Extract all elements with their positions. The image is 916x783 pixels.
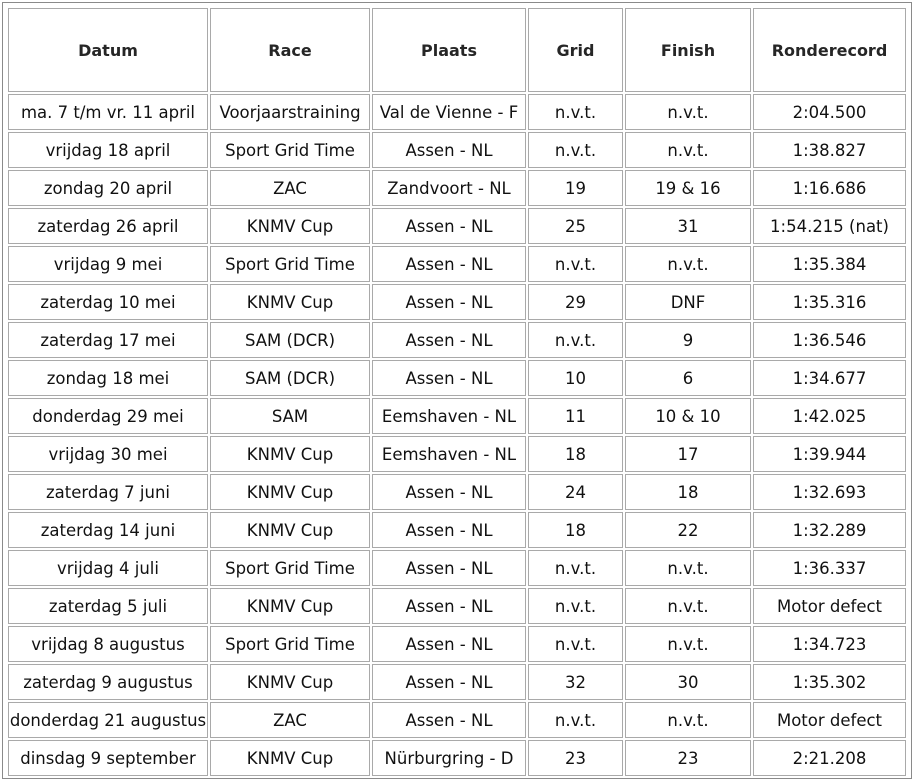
cell-ronderecord: 1:35.384 xyxy=(753,246,906,282)
cell-grid: n.v.t. xyxy=(528,550,623,586)
table-row xyxy=(8,284,906,320)
cell-ronderecord: 1:54.215 (nat) xyxy=(753,208,906,244)
cell-plaats: Eemshaven - NL xyxy=(372,436,526,472)
cell-finish: 17 xyxy=(625,436,751,472)
cell-ronderecord: 1:36.546 xyxy=(753,322,906,358)
cell-race: ZAC xyxy=(210,702,370,738)
cell-race: Sport Grid Time xyxy=(210,626,370,662)
cell-grid: 25 xyxy=(528,208,623,244)
cell-datum: zaterdag 14 juni xyxy=(8,512,208,548)
table-row xyxy=(8,436,906,472)
table-row xyxy=(8,170,906,206)
cell-ronderecord: 1:34.723 xyxy=(753,626,906,662)
table-row xyxy=(8,398,906,434)
cell-grid: 24 xyxy=(528,474,623,510)
cell-finish: 10 & 10 xyxy=(625,398,751,434)
cell-datum: vrijdag 9 mei xyxy=(8,246,208,282)
header-finish: Finish xyxy=(625,8,751,92)
cell-ronderecord: 2:04.500 xyxy=(753,94,906,130)
cell-datum: zaterdag 17 mei xyxy=(8,322,208,358)
cell-plaats: Assen - NL xyxy=(372,360,526,396)
header-grid: Grid xyxy=(528,8,623,92)
cell-race: SAM (DCR) xyxy=(210,360,370,396)
header-race: Race xyxy=(210,8,370,92)
cell-plaats: Assen - NL xyxy=(372,246,526,282)
table-row xyxy=(8,626,906,662)
table-row xyxy=(8,512,906,548)
cell-plaats: Assen - NL xyxy=(372,322,526,358)
cell-grid: 32 xyxy=(528,664,623,700)
table-row xyxy=(8,94,906,130)
cell-finish: n.v.t. xyxy=(625,588,751,624)
cell-datum: vrijdag 4 juli xyxy=(8,550,208,586)
cell-plaats: Val de Vienne - F xyxy=(372,94,526,130)
cell-plaats: Assen - NL xyxy=(372,588,526,624)
cell-grid: n.v.t. xyxy=(528,588,623,624)
cell-ronderecord: 1:35.316 xyxy=(753,284,906,320)
cell-ronderecord: Motor defect xyxy=(753,588,906,624)
cell-race: KNMV Cup xyxy=(210,664,370,700)
cell-race: KNMV Cup xyxy=(210,512,370,548)
cell-finish: 31 xyxy=(625,208,751,244)
cell-finish: n.v.t. xyxy=(625,550,751,586)
cell-race: KNMV Cup xyxy=(210,474,370,510)
cell-race: SAM xyxy=(210,398,370,434)
table-row xyxy=(8,208,906,244)
table-row xyxy=(8,664,906,700)
cell-race: Sport Grid Time xyxy=(210,246,370,282)
cell-ronderecord: 1:32.693 xyxy=(753,474,906,510)
cell-grid: 10 xyxy=(528,360,623,396)
cell-plaats: Nürburgring - D xyxy=(372,740,526,776)
cell-grid: 29 xyxy=(528,284,623,320)
cell-race: SAM (DCR) xyxy=(210,322,370,358)
cell-ronderecord: 1:32.289 xyxy=(753,512,906,548)
cell-plaats: Assen - NL xyxy=(372,664,526,700)
cell-plaats: Assen - NL xyxy=(372,702,526,738)
cell-datum: dinsdag 9 september xyxy=(8,740,208,776)
cell-ronderecord: 1:38.827 xyxy=(753,132,906,168)
cell-finish: n.v.t. xyxy=(625,132,751,168)
cell-plaats: Zandvoort - NL xyxy=(372,170,526,206)
cell-race: KNMV Cup xyxy=(210,588,370,624)
table-body xyxy=(8,94,906,776)
cell-grid: n.v.t. xyxy=(528,94,623,130)
cell-datum: donderdag 29 mei xyxy=(8,398,208,434)
table-row xyxy=(8,702,906,738)
table-row xyxy=(8,246,906,282)
header-plaats: Plaats xyxy=(372,8,526,92)
cell-finish: 19 & 16 xyxy=(625,170,751,206)
cell-datum: zaterdag 10 mei xyxy=(8,284,208,320)
table-row xyxy=(8,322,906,358)
cell-datum: zaterdag 5 juli xyxy=(8,588,208,624)
cell-grid: n.v.t. xyxy=(528,132,623,168)
cell-race: Sport Grid Time xyxy=(210,550,370,586)
cell-finish: n.v.t. xyxy=(625,626,751,662)
cell-ronderecord: 1:35.302 xyxy=(753,664,906,700)
cell-finish: DNF xyxy=(625,284,751,320)
table-row xyxy=(8,740,906,776)
cell-grid: n.v.t. xyxy=(528,626,623,662)
cell-race: Sport Grid Time xyxy=(210,132,370,168)
cell-datum: zondag 18 mei xyxy=(8,360,208,396)
cell-race: KNMV Cup xyxy=(210,208,370,244)
cell-plaats: Assen - NL xyxy=(372,284,526,320)
cell-finish: n.v.t. xyxy=(625,246,751,282)
cell-ronderecord: 1:42.025 xyxy=(753,398,906,434)
header-datum: Datum xyxy=(8,8,208,92)
cell-datum: vrijdag 8 augustus xyxy=(8,626,208,662)
cell-race: KNMV Cup xyxy=(210,436,370,472)
cell-ronderecord: 2:21.208 xyxy=(753,740,906,776)
cell-datum: zaterdag 26 april xyxy=(8,208,208,244)
cell-ronderecord: 1:39.944 xyxy=(753,436,906,472)
table-row xyxy=(8,360,906,396)
cell-grid: 18 xyxy=(528,436,623,472)
cell-race: KNMV Cup xyxy=(210,284,370,320)
cell-plaats: Assen - NL xyxy=(372,474,526,510)
cell-finish: 30 xyxy=(625,664,751,700)
race-results-table xyxy=(6,6,908,778)
cell-ronderecord: 1:16.686 xyxy=(753,170,906,206)
cell-datum: ma. 7 t/m vr. 11 april xyxy=(8,94,208,130)
header-row xyxy=(8,8,906,92)
cell-plaats: Assen - NL xyxy=(372,626,526,662)
cell-datum: donderdag 21 augustus xyxy=(8,702,208,738)
cell-race: Voorjaarstraining xyxy=(210,94,370,130)
cell-datum: zondag 20 april xyxy=(8,170,208,206)
cell-grid: 11 xyxy=(528,398,623,434)
cell-plaats: Assen - NL xyxy=(372,132,526,168)
cell-grid: n.v.t. xyxy=(528,246,623,282)
cell-ronderecord: Motor defect xyxy=(753,702,906,738)
header-ronderecord: Ronderecord xyxy=(753,8,906,92)
cell-grid: n.v.t. xyxy=(528,702,623,738)
table-row xyxy=(8,132,906,168)
cell-datum: zaterdag 9 augustus xyxy=(8,664,208,700)
cell-finish: n.v.t. xyxy=(625,94,751,130)
cell-finish: 23 xyxy=(625,740,751,776)
cell-plaats: Assen - NL xyxy=(372,550,526,586)
cell-datum: vrijdag 30 mei xyxy=(8,436,208,472)
cell-ronderecord: 1:34.677 xyxy=(753,360,906,396)
table-row xyxy=(8,550,906,586)
cell-race: ZAC xyxy=(210,170,370,206)
cell-finish: 22 xyxy=(625,512,751,548)
cell-plaats: Eemshaven - NL xyxy=(372,398,526,434)
cell-grid: 19 xyxy=(528,170,623,206)
cell-grid: 23 xyxy=(528,740,623,776)
cell-finish: n.v.t. xyxy=(625,702,751,738)
table-row xyxy=(8,474,906,510)
cell-finish: 6 xyxy=(625,360,751,396)
cell-datum: vrijdag 18 april xyxy=(8,132,208,168)
cell-ronderecord: 1:36.337 xyxy=(753,550,906,586)
cell-finish: 18 xyxy=(625,474,751,510)
cell-finish: 9 xyxy=(625,322,751,358)
cell-plaats: Assen - NL xyxy=(372,512,526,548)
cell-datum: zaterdag 7 juni xyxy=(8,474,208,510)
table-row xyxy=(8,588,906,624)
cell-grid: 18 xyxy=(528,512,623,548)
cell-plaats: Assen - NL xyxy=(372,208,526,244)
cell-grid: n.v.t. xyxy=(528,322,623,358)
cell-race: KNMV Cup xyxy=(210,740,370,776)
